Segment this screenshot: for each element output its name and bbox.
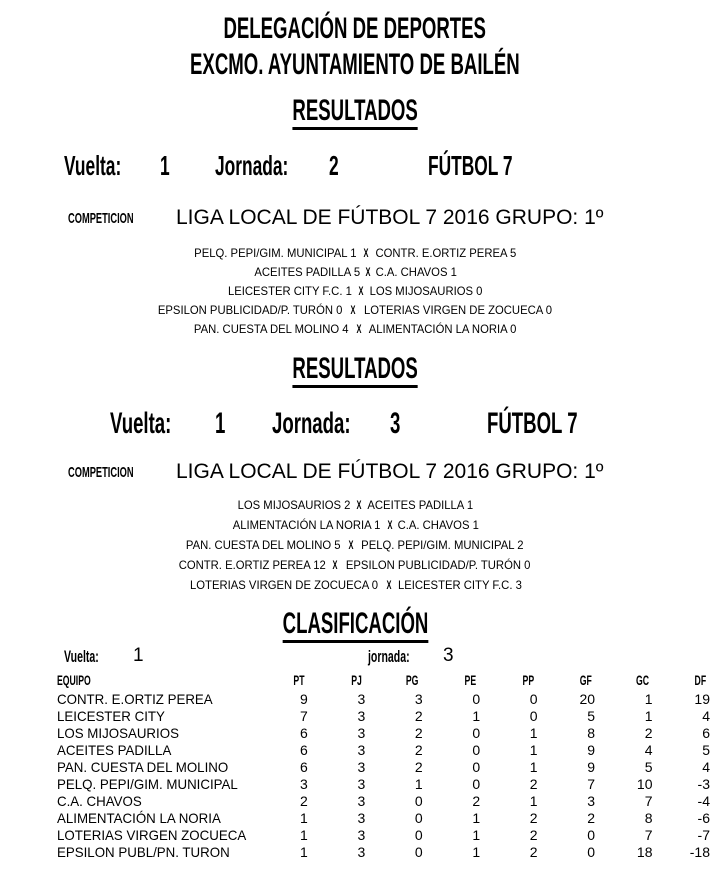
standings-cell-gc: 18 (636, 844, 653, 860)
standings-cell-pt: 1 (299, 810, 308, 826)
match-row (0, 559, 710, 571)
standings-cell-pt: 9 (299, 691, 308, 707)
standings-team-name: LOS MIJOSAURIOS (57, 725, 180, 741)
match-row (0, 539, 710, 551)
standings-team-name: PELQ. PEPI/GIM. MUNICIPAL (57, 776, 239, 792)
standings-cell-pj: 3 (357, 708, 366, 724)
standings-cell-pj: 3 (357, 742, 366, 758)
jornada-value-2: 3 (390, 407, 401, 440)
standings-cell-pt: 6 (299, 725, 308, 741)
standings-cell-gc: 7 (644, 827, 653, 843)
match-separator: X (387, 518, 393, 532)
standings-cell-df: -3 (697, 776, 710, 792)
standings-row (0, 776, 710, 793)
row-spacer (0, 844, 57, 861)
results-heading-1 (0, 96, 710, 130)
standings-cell-gf: 2 (587, 810, 596, 826)
standings-cell-pg: 2 (414, 759, 423, 775)
sport-label-1: FÚTBOL 7 (428, 150, 513, 181)
standings-cell-pe: 0 (472, 776, 481, 792)
match-home: CONTR. E.ORTIZ PEREA 12 (178, 558, 326, 572)
match-separator: X (363, 246, 369, 260)
standings-cell-pp: 1 (529, 742, 538, 758)
standings-cell-gc: 2 (644, 725, 653, 741)
standings-cell-pj: 3 (357, 776, 366, 792)
standings-cell-gf: 7 (587, 776, 596, 792)
standings-cell-pj: 3 (357, 827, 366, 843)
document-title-line-2 (0, 50, 710, 80)
match-separator: X (386, 578, 392, 592)
standings-cell-pt: 1 (299, 844, 308, 860)
competicion-value-1: LIGA LOCAL DE FÚTBOL 7 2016 GRUPO: 1º (176, 206, 604, 229)
column-header-gc: GC (635, 672, 649, 688)
standings-cell-pj: 3 (357, 844, 366, 860)
document-title-line-2-text: EXCMO. AYUNTAMIENTO DE BAILÉN (190, 48, 520, 81)
match-separator: X (358, 284, 364, 298)
competicion-label-2: COMPETICION (68, 464, 134, 481)
standings-cell-gf: 8 (587, 725, 596, 741)
match-row (0, 519, 710, 531)
standings-cell-pp: 0 (529, 708, 538, 724)
standings-row (0, 725, 710, 742)
column-header-pp: PP (522, 672, 535, 688)
results-heading-1-text: RESULTADOS (292, 96, 417, 130)
standings-jornada-label: jornada: (368, 647, 410, 666)
match-home: LEICESTER CITY F.C. 1 (228, 284, 352, 298)
match-row (0, 266, 710, 278)
match-away: ALIMENTACIÓN LA NORIA 0 (368, 322, 517, 336)
match-home: PAN. CUESTA DEL MOLINO 5 (186, 538, 341, 552)
match-home: ACEITES PADILLA 5 (253, 265, 360, 279)
standings-cell-gc: 7 (644, 793, 653, 809)
match-separator: X (350, 303, 356, 317)
standings-cell-pg: 0 (414, 793, 423, 809)
standings-cell-pp: 2 (529, 827, 538, 843)
match-away: EPSILON PUBLICIDAD/P. TURÓN 0 (345, 558, 531, 572)
standings-cell-pe: 1 (472, 844, 481, 860)
standings-team-name: ACEITES PADILLA (57, 742, 172, 758)
standings-cell-df: -18 (689, 844, 710, 860)
standings-cell-pt: 1 (299, 827, 308, 843)
jornada-value-1: 2 (329, 150, 339, 181)
standings-cell-df: -6 (697, 810, 710, 826)
row-spacer (0, 793, 57, 810)
match-away: C.A. CHAVOS 1 (375, 265, 457, 279)
standings-cell-pe: 1 (472, 827, 481, 843)
standings-cell-pp: 1 (529, 725, 538, 741)
match-row (0, 247, 710, 259)
column-header-gf: GF (579, 672, 592, 688)
standings-team-name: LOTERIAS VIRGEN ZOCUECA (57, 827, 247, 843)
match-row (0, 304, 710, 316)
standings-heading (0, 609, 710, 643)
standings-cell-pe: 2 (472, 793, 481, 809)
vuelta-label-1: Vuelta: (64, 150, 122, 181)
standings-cell-pg: 2 (414, 725, 423, 741)
jornada-label-1: Jornada: (215, 150, 289, 181)
row-spacer (0, 759, 57, 776)
row-spacer (0, 708, 57, 725)
standings-cell-df: -7 (697, 827, 710, 843)
standings-cell-gf: 0 (587, 827, 596, 843)
standings-cell-gf: 0 (587, 844, 596, 860)
standings-table (0, 672, 710, 861)
standings-row (0, 827, 710, 844)
match-home: ALIMENTACIÓN LA NORIA 1 (232, 518, 381, 532)
standings-team-name: PAN. CUESTA DEL MOLINO (57, 759, 229, 775)
standings-cell-pt: 6 (299, 759, 308, 775)
row-spacer (0, 810, 57, 827)
standings-cell-pe: 1 (472, 810, 481, 826)
standings-row (0, 759, 710, 776)
standings-cell-pj: 3 (357, 691, 366, 707)
standings-cell-gc: 1 (644, 708, 653, 724)
document-title-line-1-text: DELEGACIÓN DE DEPORTES (223, 12, 487, 45)
column-header-equipo: EQUIPO (57, 672, 92, 688)
standings-cell-pp: 1 (529, 759, 538, 775)
match-home: EPSILON PUBLICIDAD/P. TURÓN 0 (157, 303, 343, 317)
standings-cell-pe: 0 (472, 759, 481, 775)
document-title-line-1 (0, 14, 710, 44)
competicion-label-1: COMPETICION (68, 210, 134, 227)
match-separator: X (348, 538, 354, 552)
standings-cell-pg: 0 (414, 844, 423, 860)
standings-cell-gf: 9 (587, 742, 596, 758)
column-header-pj: PJ (351, 672, 362, 688)
match-away: ACEITES PADILLA 1 (367, 498, 473, 512)
match-home: PELQ. PEPI/GIM. MUNICIPAL 1 (193, 246, 357, 260)
row-spacer (0, 691, 57, 708)
standings-vuelta-value: 1 (133, 645, 144, 666)
standings-row (0, 810, 710, 827)
row-spacer (0, 776, 57, 793)
match-away: CONTR. E.ORTIZ PEREA 5 (375, 246, 517, 260)
standings-row (0, 691, 710, 708)
match-away: LOS MIJOSAURIOS 0 (369, 284, 483, 298)
match-home: LOS MIJOSAURIOS 2 (237, 498, 351, 512)
standings-cell-gf: 3 (587, 793, 596, 809)
standings-team-name: C.A. CHAVOS (57, 793, 143, 809)
results-heading-2-text: RESULTADOS (292, 354, 417, 388)
standings-cell-pg: 2 (414, 708, 423, 724)
standings-cell-gc: 5 (644, 759, 653, 775)
row-spacer (0, 742, 57, 759)
competicion-value-2: LIGA LOCAL DE FÚTBOL 7 2016 GRUPO: 1º (176, 460, 604, 483)
standings-cell-pg: 1 (414, 776, 423, 792)
standings-cell-pe: 0 (472, 725, 481, 741)
standings-heading-text: CLASIFICACIÓN (282, 609, 428, 643)
standings-cell-pe: 0 (472, 742, 481, 758)
match-separator: X (356, 498, 362, 512)
match-away: PELQ. PEPI/GIM. MUNICIPAL 2 (361, 538, 524, 552)
match-home: LOTERIAS VIRGEN DE ZOCUECA 0 (190, 578, 379, 592)
standings-cell-pg: 2 (414, 742, 423, 758)
standings-cell-df: 4 (702, 759, 710, 775)
match-home: PAN. CUESTA DEL MOLINO 4 (194, 322, 349, 336)
vuelta-value-2: 1 (215, 407, 226, 440)
standings-cell-df: 6 (702, 725, 710, 741)
standings-cell-df: 5 (702, 742, 710, 758)
standings-cell-df: -4 (697, 793, 710, 809)
match-away: LOTERIAS VIRGEN DE ZOCUECA 0 (364, 303, 553, 317)
column-header-df: DF (694, 672, 707, 688)
match-row (0, 499, 710, 511)
match-away: C.A. CHAVOS 1 (397, 518, 480, 532)
column-header-pg: PG (406, 672, 419, 688)
results-heading-2 (0, 354, 710, 388)
standings-header-row (0, 672, 710, 691)
match-row (0, 323, 710, 335)
standings-cell-pt: 3 (299, 776, 308, 792)
standings-cell-gc: 8 (644, 810, 653, 826)
vuelta-value-1: 1 (160, 150, 170, 181)
standings-cell-pg: 3 (414, 691, 423, 707)
column-header-pe: PE (465, 672, 477, 688)
standings-row (0, 742, 710, 759)
standings-jornada-value: 3 (443, 645, 454, 666)
standings-row (0, 708, 710, 725)
standings-cell-pp: 1 (529, 793, 538, 809)
match-away: LEICESTER CITY F.C. 3 (398, 578, 522, 592)
standings-cell-df: 4 (702, 708, 710, 724)
sport-label-2: FÚTBOL 7 (487, 407, 578, 440)
match-separator: X (332, 558, 338, 572)
standings-cell-pt: 6 (299, 742, 308, 758)
standings-row (0, 793, 710, 810)
match-row (0, 285, 710, 297)
standings-team-name: EPSILON PUBL/PN. TURON (57, 844, 231, 860)
standings-cell-pt: 7 (299, 708, 308, 724)
match-separator: X (365, 265, 371, 279)
standings-cell-gf: 5 (587, 708, 596, 724)
match-row (0, 579, 710, 591)
standings-team-name: LEICESTER CITY (57, 708, 166, 724)
standings-cell-pt: 2 (299, 793, 308, 809)
standings-team-name: CONTR. E.ORTIZ PEREA (57, 691, 214, 707)
jornada-label-2: Jornada: (272, 407, 351, 440)
standings-team-name: ALIMENTACIÓN LA NORIA (57, 810, 222, 826)
standings-cell-pg: 0 (414, 810, 423, 826)
match-separator: X (356, 322, 362, 336)
standings-cell-pp: 2 (529, 810, 538, 826)
standings-cell-pe: 1 (472, 708, 481, 724)
row-spacer (0, 827, 57, 844)
row-spacer (0, 725, 57, 742)
vuelta-label-2: Vuelta: (110, 407, 172, 440)
header-spacer (0, 672, 57, 691)
standings-cell-gc: 4 (644, 742, 653, 758)
standings-cell-df: 19 (694, 691, 710, 707)
standings-cell-pg: 0 (414, 827, 423, 843)
standings-cell-pj: 3 (357, 725, 366, 741)
standings-cell-pp: 2 (529, 776, 538, 792)
standings-cell-pj: 3 (357, 793, 366, 809)
standings-cell-pe: 0 (472, 691, 481, 707)
standings-cell-pj: 3 (357, 759, 366, 775)
column-header-pt: PT (293, 672, 305, 688)
standings-cell-pp: 0 (529, 691, 538, 707)
standings-cell-gf: 20 (579, 691, 596, 707)
standings-row (0, 844, 710, 861)
standings-vuelta-label: Vuelta: (64, 647, 99, 666)
standings-cell-gc: 10 (636, 776, 653, 792)
standings-cell-pj: 3 (357, 810, 366, 826)
standings-cell-gf: 9 (587, 759, 596, 775)
standings-cell-gc: 1 (644, 691, 653, 707)
standings-cell-pp: 2 (529, 844, 538, 860)
